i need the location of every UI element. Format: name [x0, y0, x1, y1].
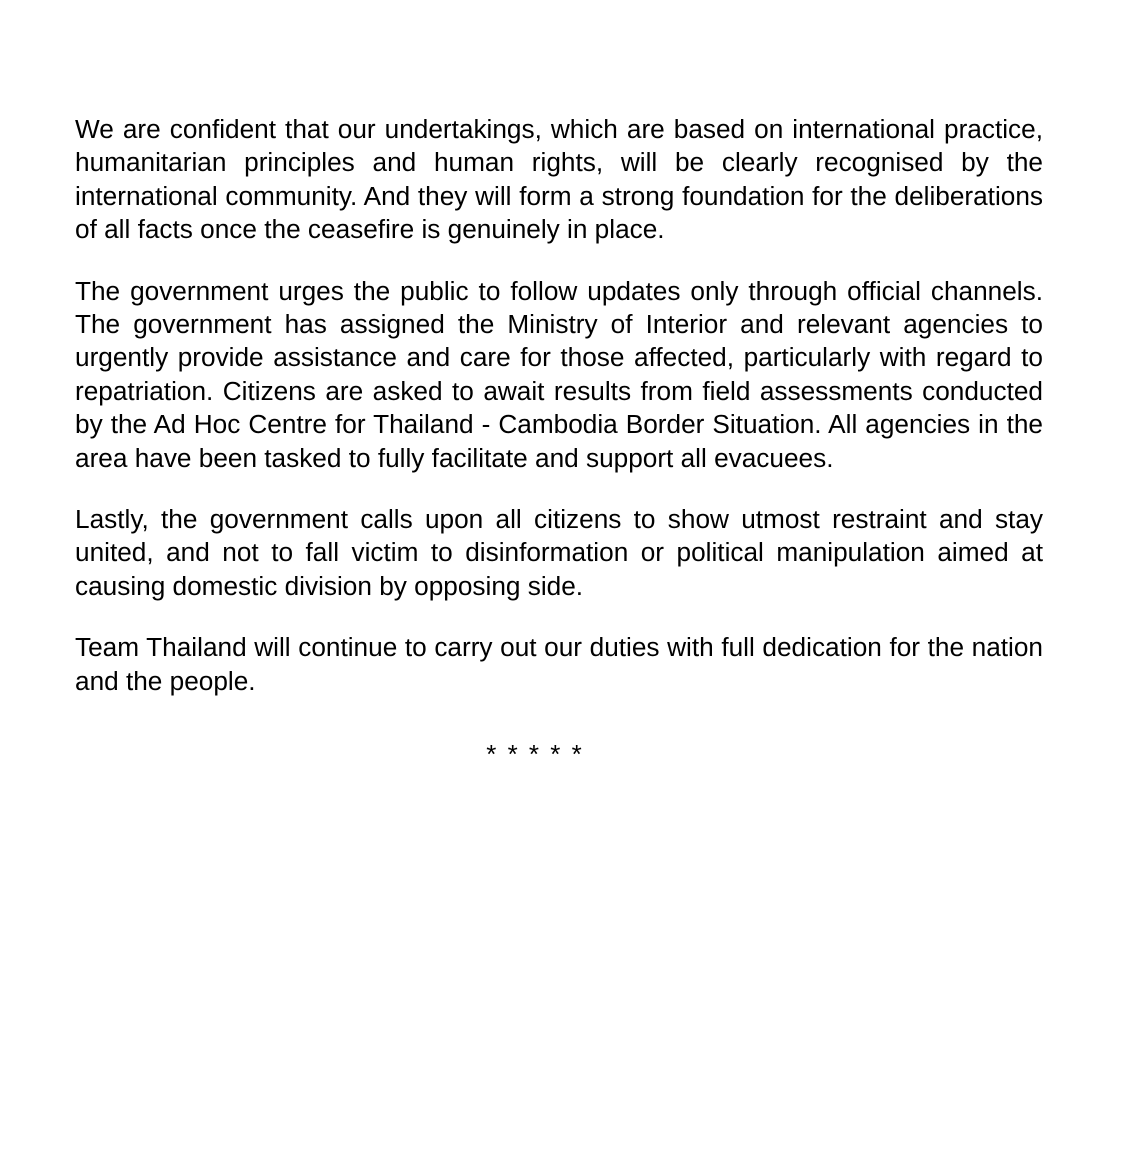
end-separator: * * * * *	[486, 739, 584, 770]
paragraph-confidence: We are confident that our undertakings, which are based on international practice, humanitarian principles and human rights, will be clearly recognised by the international community. And they will form a strong foundation for the deliberations of all facts once the ceasefire is genuinely in place.	[75, 114, 1043, 245]
paragraph-official-channels: The government urges the public to follow updates only through official channels. The government has assigned the Ministry of Interior and relevant agencies to urgently provide assistance and care for those affected, particularly with regard to repatriation. Citizens are asked to await results from field assessments conducted by the Ad Hoc Centre for Thailand - Cambodia Border Situation. All agencies in the area have been tasked to fully facilitate and support all evacuees.	[75, 275, 1043, 473]
paragraph-restraint: Lastly, the government calls upon all citizens to show utmost restraint and stay united, and not to fall victim to disinformation or political manipulation aimed at causing domestic division by opposing side.	[75, 504, 1043, 601]
paragraph-team-thailand: Team Thailand will continue to carry out our duties with full dedication for the nation and the people.	[75, 632, 1043, 696]
document-body	[75, 113, 1043, 772]
separator-row	[75, 726, 1043, 771]
